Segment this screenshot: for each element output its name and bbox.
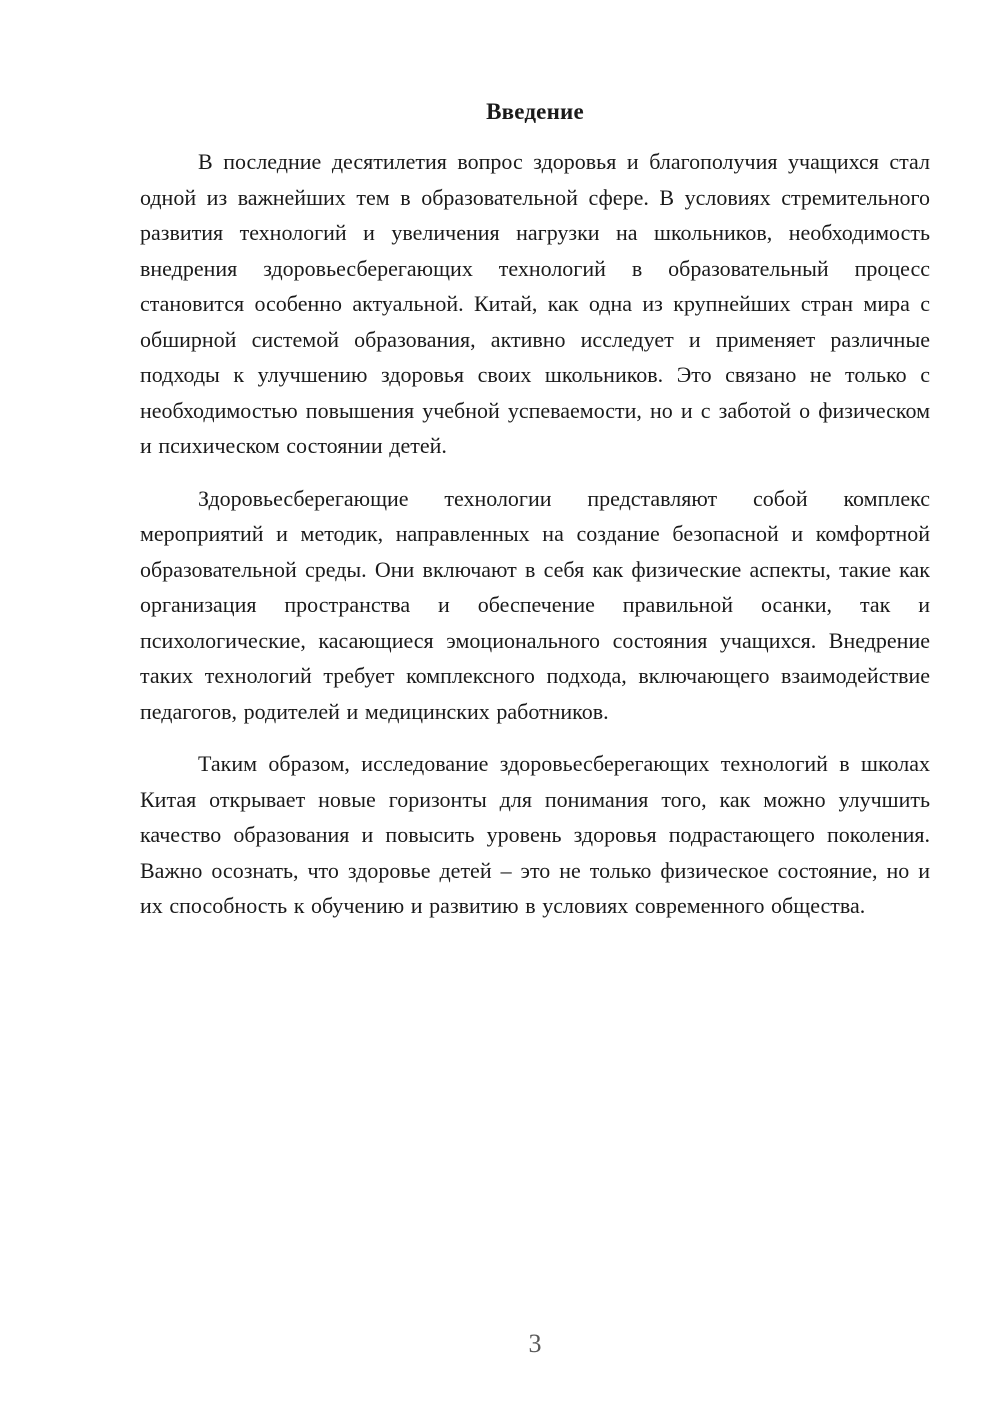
paragraph-intro-1: В последние десятилетия вопрос здоровья и благополучия учащихся стал одной из важнейших тем в образовательной сфере. В условиях стремительного развития технологий и увеличения нагрузки на школьников, необходимость внедрения здоровьесберегающих технологий в образовательный процесс становится особенно актуальной. Китай, как одна из крупнейших стран мира с обширной системой образования, активно исследует и применяет различные подходы к улучшению здоровья своих школьников. Это связано не только с необходимостью повышения учебной успеваемости, но и с заботой о физическом и психическом состоянии детей. xyxy=(140,149,930,458)
page-number: 3 xyxy=(528,1329,542,1358)
paragraph-intro-3: Таким образом, исследование здоровьесберегающих технологий в школах Китая открывает новые горизонты для понимания того, как можно улучшить качество образования и повысить уровень здоровья подрастающего поколения. Важно осознать, что здоровье детей – это не только физическое состояние, но и их способность к обучению и развитию в условиях современного общества. xyxy=(140,751,930,918)
paragraph-intro-2: Здоровьесберегающие технологии представляют собой комплекс мероприятий и методик, направленных на создание безопасной и комфортной образовательной среды. Они включают в себя как физические аспекты, такие как организация пространства и обеспечение правильной осанки, так и психологические, касающиеся эмоционального состояния учащихся. Внедрение таких технологий требует комплексного подхода, включающего взаимодействие педагогов, родителей и медицинских работников. xyxy=(140,485,930,724)
page-content xyxy=(140,100,930,941)
section-heading: Введение xyxy=(486,99,584,124)
